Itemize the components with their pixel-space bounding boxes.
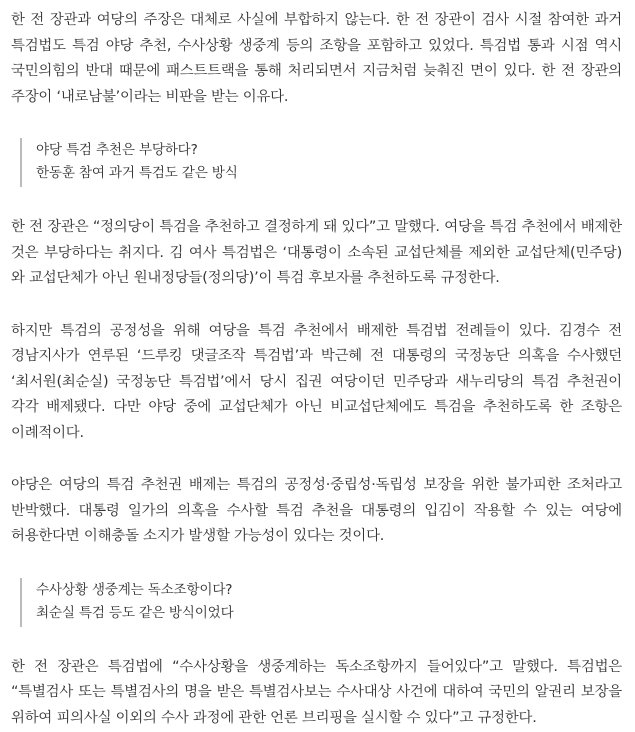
article-paragraph: 야당은 여당의 특검 추천권 배제는 특검의 공정성·중립성·독립성 보장을 위한 불가피한 조처라고 반박했다. 대통령 일가의 의혹을 수사할 특검 추천을 대통령의 입김이 작용할 수 있는 여당에 허용한다면 이해충돌 소지가 발생할 가능성이 있다는 것이다. [11, 477, 622, 544]
subheading-answer: 한동훈 참여 과거 특검도 같은 방식 [36, 165, 238, 181]
subheading-question: 수사상황 생중계는 독소조항이다? [36, 581, 233, 598]
subheading-1 [20, 138, 622, 187]
article-paragraph: 하지만 특검의 공정성을 위해 여당을 특검 추천에서 배제한 특검법 전례들이 있다. 김경수 전 경남지사가 연루된 ‘드루킹 댓글조작 특검법’과 박근혜 전 대통령의 국정농단 의혹을 수사했던 ‘최서원(최순실) 국정농단 특검법’에서 당시 집권 여당이던 민주당과 새누리당의 특검 추천권이 각각 배제됐다. 다만 야당 중에 교섭단체가 아닌 비교섭단체에도 특검을 추천하도록 한 조항은 이례적이다. [11, 322, 622, 441]
subheading-question: 야당 특검 추천은 부당하다? [36, 142, 198, 158]
article-paragraph: 한 전 장관과 여당의 주장은 대체로 사실에 부합하지 않는다. 한 전 장관이 검사 시절 참여한 과거 특검법도 특검 야당 추천, 수사상황 생중계 등의 조항을 포함하고 있었다. 특검법 통과 시점 역시 국민의힘의 반대 때문에 패스트트랙을 통해 처리되면서 지금처럼 늦춰진 면이 있다. 한 전 장관의 주장이 ‘내로남불’이라는 비판을 받는 이유다. [11, 12, 622, 105]
subheading-answer: 최순실 특검 등도 같은 방식이었다 [36, 604, 234, 621]
article-paragraph: 한 전 장관은 “정의당이 특검을 추천하고 결정하게 돼 있다”고 말했다. 여당을 특검 추천에서 배제한 것은 부당하다는 취지다. 김 여사 특검법은 ‘대통령이 소속된 교섭단체를 제외한 교섭단체(민주당)와 교섭단체가 아닌 원내정당들(정의당)’이 특검 후보자를 추천하도록 규정한다. [11, 219, 622, 286]
article-paragraph: 한 전 장관은 특검법에 “수사상황을 생중계하는 독소조항까지 들어있다”고 말했다. 특검법은 “특별검사 또는 특별검사의 명을 받은 특별검사보는 수사대상 사건에 대하여 국민의 알권리 보장을 위하여 피의사실 이외의 수사 과정에 관한 언론 브리핑을 실시할 수 있다”고 규정한다. [11, 658, 622, 726]
subheading-2 [20, 578, 622, 627]
